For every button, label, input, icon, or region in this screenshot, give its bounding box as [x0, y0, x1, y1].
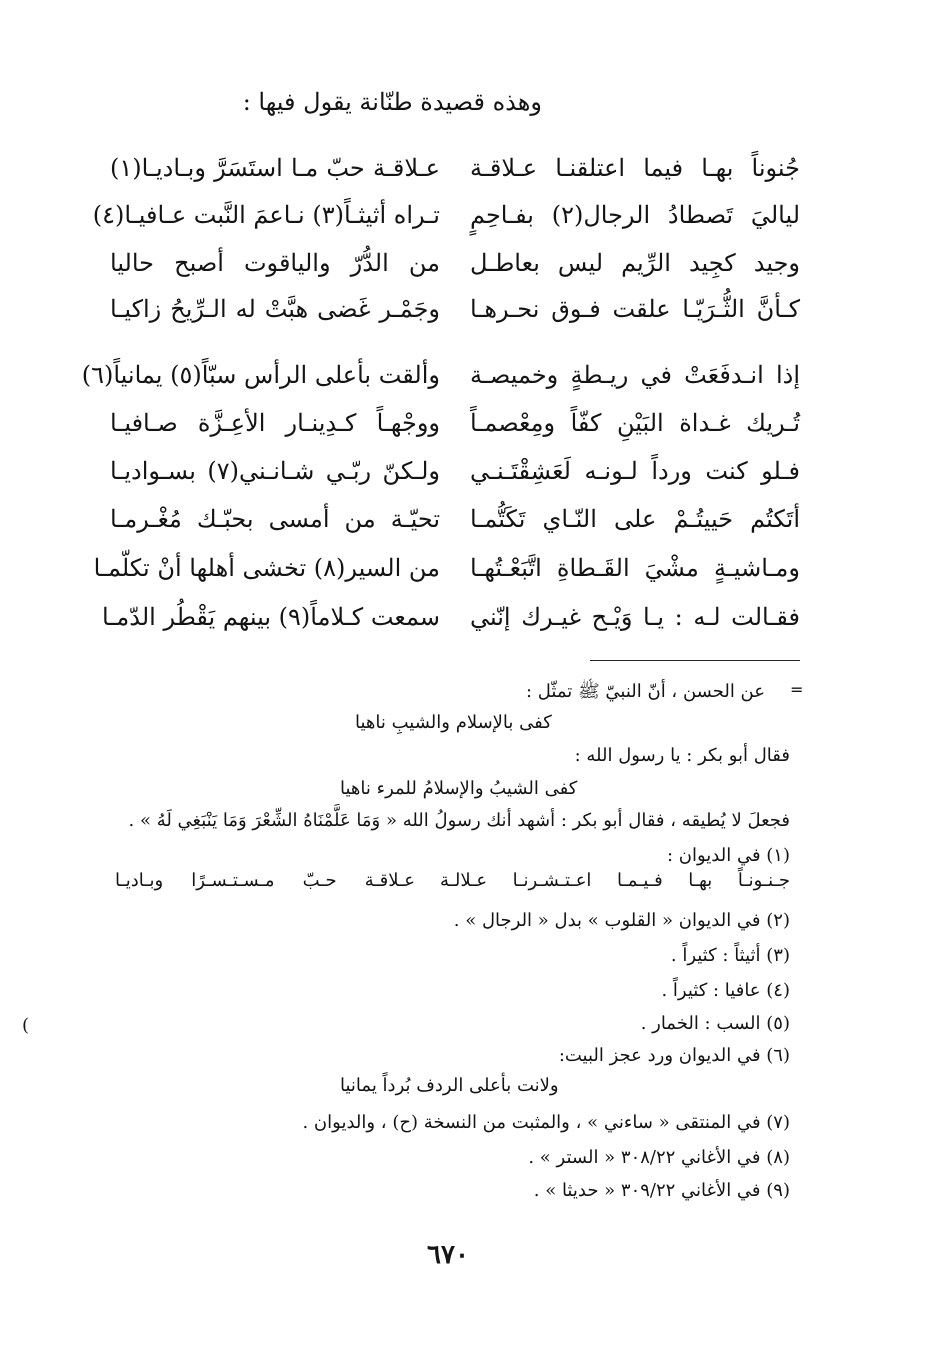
footnote-separator [590, 660, 800, 661]
second-hemistich: من الدُّرّ والياقوت أصبح حاليا [110, 249, 440, 277]
footnote-9: (٩) في الأغاني ٣٠٩/٢٢ « حديثا » . [533, 1180, 790, 1201]
footnote-1-second-hemistich: عـلاقـة حـبّ مـسـتـسـرًا وبـاديـا [115, 870, 415, 891]
footnote-lead: عن الحسن ، أنّ النبيّ ﷺ تمثّل : [525, 681, 765, 702]
first-hemistich: تُـريك غـداة البَيْنِ كفّاً ومِعْصمـاً [470, 409, 800, 437]
footnote-6: (٦) في الديوان ورد عجز البيت: [558, 1045, 790, 1066]
second-hemistich: ووجْهـاً كـدِينـار الأعِـزَّة صـافيـا [110, 409, 440, 437]
footnote-2: (٢) في الديوان « القلوب » بدل « الرجال » . [453, 910, 790, 931]
verse-line [110, 400, 800, 446]
first-hemistich: كـأنَّ الثُّـرَيّـا علقت فـوق نحـرهـا [470, 295, 800, 323]
verse-line [92, 192, 801, 238]
verse-line [110, 448, 800, 494]
footnote-7: (٧) في المنتقى « ساءني » ، والمثبت من النسخة (ح) ، والديوان . [302, 1112, 790, 1133]
footnote-verse: كفى الشيبُ والإسلامُ للمرء ناهيا [340, 778, 578, 799]
verse-line [110, 496, 800, 542]
verse-line [110, 286, 800, 332]
second-hemistich: من السير(٨) تخشى أهلها أنْ تكلّمـا [93, 554, 440, 582]
footnote-3: (٣) أثيثاً : كثيراً . [670, 945, 790, 966]
second-hemistich: ولـكنّ ربّـي شـانـني(٧) بسـواديـا [110, 457, 441, 485]
first-hemistich: وجيد كجِيد الرِّيم ليس بعاطـل [470, 249, 800, 277]
second-hemistich: وجَمْـر غَضى هبَّتْ له الـرِّيحُ زاكيـا [110, 295, 440, 323]
second-hemistich: وألقت بأعلى الرأس سبّاً(٥) يمانياً(٦) [81, 361, 440, 389]
footnote-text: فجعلَ لا يُطيقه ، فقال أبو بكر : أشهد أنك رسولُ الله « وَمَا عَلَّمْنَاهُ الشِّعْرَ وَمَا يَنْبَغِي لَهُ » . [128, 810, 790, 831]
intro-line: وهذه قصيدة طنّانة يقول فيها : [242, 88, 542, 116]
footnote-8: (٨) في الأغاني ٣٠٨/٢٢ « الستر » . [528, 1147, 790, 1168]
first-hemistich: فقـالت لـه : يـا وَيْـح غيـرك إنّني [470, 603, 800, 631]
first-hemistich: إذا انـدفَعَتْ في ريـطةٍ وخميصـة [470, 361, 800, 389]
first-hemistich: جُنوناً بهـا فيما اعتلقنـا عـلاقـة [470, 154, 800, 182]
footnote-1: (١) في الديوان : [666, 845, 790, 866]
verse-line [81, 352, 800, 398]
second-hemistich: تحيّـة من أمسى بحبّـك مُغْـرمـا [110, 505, 440, 533]
margin-mark: ( [22, 1015, 30, 1036]
first-hemistich: فـلو كنت ورداً لـونـه لَعَشِقْتَـنـي [470, 457, 800, 485]
footnote-1-first-hemistich: جـنـونـاً بهـا فـيـمـا اعـتـشـرنـا عـلالـة [440, 870, 790, 891]
page-number: ٦٧٠ [427, 1240, 469, 1270]
first-hemistich: ومـاشيـةٍ مشْيَ القَـطاةِ اتَّبَعْـتُهـا [470, 554, 800, 582]
second-hemistich: سمعت كـلاماً(٩) بينهم يَقْطُر الدّمـا [102, 603, 440, 631]
footnote-5: (٥) السب : الخمار . [640, 1013, 790, 1034]
first-hemistich: لياليَ تَصطادُ الرجال(٢) بفـاحِمٍ [470, 201, 801, 229]
footnote-verse: كفى بالإسلام والشيبِ ناهيا [355, 712, 552, 733]
verse-line [93, 545, 800, 591]
second-hemistich: عـلاقـة حبّ مـا استَسَرَّ وبـاديـا(١) [110, 154, 440, 182]
verse-line [110, 145, 800, 191]
continuation-marker: = [790, 680, 804, 699]
footnote-text: فقال أبو بكر : يا رسول الله : [574, 745, 790, 766]
footnote-4: (٤) عافيا : كثيراً . [661, 980, 790, 1001]
first-hemistich: أتَكتُم حَييتُـمْ على النّـاي تَكَتُّمـا [470, 505, 800, 533]
verse-line [110, 240, 800, 286]
second-hemistich: تـراه أثيثـاً(٣) نـاعمَ النَّبت عـافيـا(٤) [92, 201, 440, 229]
verse-line [102, 594, 800, 640]
footnote-6-verse: ولانت بأعلى الردف بُرداً يمانيا [340, 1075, 559, 1096]
